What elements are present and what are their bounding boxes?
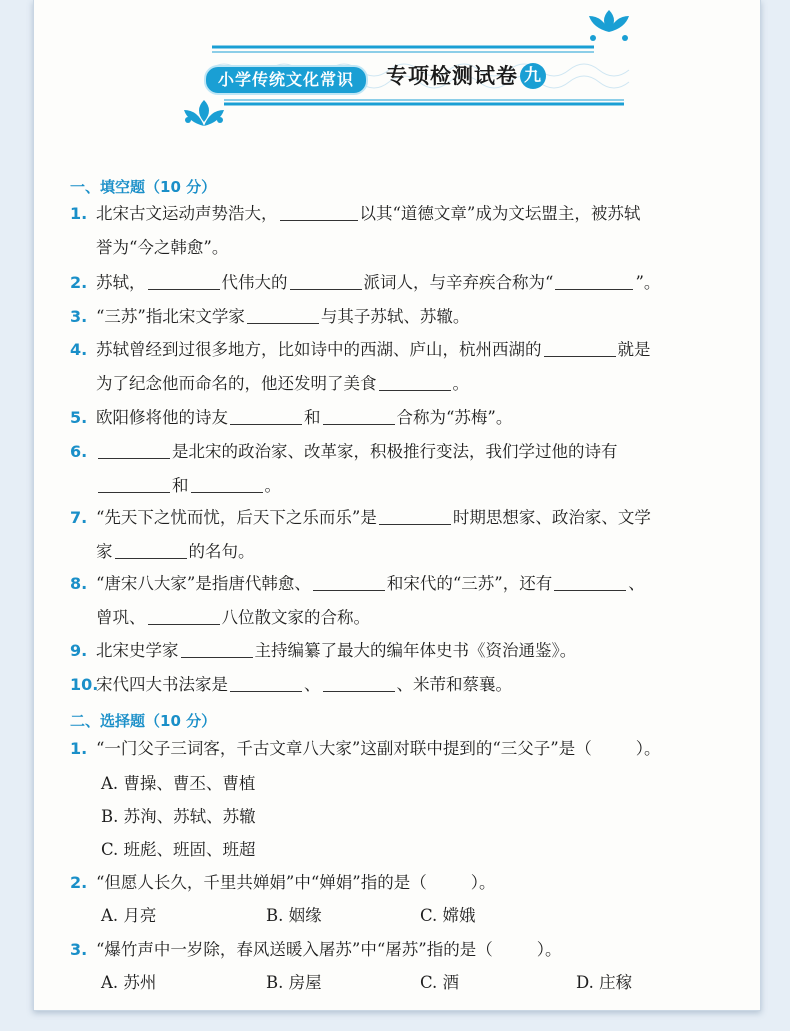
question-number: 3. (70, 940, 88, 959)
option-b[interactable]: B. 苏洵、苏轼、苏辙 (101, 807, 256, 826)
question-text: 时期思想家、政治家、文学 (452, 508, 651, 527)
question-text: 。 (452, 374, 469, 393)
question-text: 八位散文家的合称。 (221, 608, 370, 627)
question-number: 10. (70, 675, 99, 694)
answer-blank[interactable] (313, 572, 385, 591)
question-number: 2. (70, 273, 88, 292)
choice-question-2 (70, 866, 760, 900)
question-number: 7. (70, 508, 88, 527)
answer-blank[interactable] (323, 406, 395, 425)
question-text: 北宋史学家 (96, 641, 179, 660)
answer-blank[interactable] (115, 540, 187, 559)
question-7 (70, 501, 760, 569)
answer-blank[interactable] (148, 271, 220, 290)
question-text: 代伟大的 (221, 273, 288, 292)
exam-title-text: 专项检测试卷 (386, 64, 518, 88)
question-text: 、 (628, 574, 645, 593)
question-number: 3. (70, 307, 88, 326)
title-banner (34, 0, 760, 140)
answer-blank[interactable] (323, 673, 395, 692)
question-text: 主持编纂了最大的编年体史书《资治通鉴》。 (254, 641, 577, 660)
question-text: 和 (172, 476, 189, 495)
series-title: 小学传统文化常识 (204, 65, 368, 95)
exam-page (33, 0, 761, 1011)
question-text: 、 (304, 675, 321, 694)
question-text: 与其子苏轼、苏辙。 (320, 307, 470, 326)
answer-blank[interactable] (280, 202, 358, 221)
answer-blank[interactable] (181, 639, 253, 658)
answer-blank[interactable] (191, 474, 263, 493)
question-text: 的名句。 (188, 542, 255, 561)
question-text: ）。 (635, 739, 661, 758)
question-text: 欧阳修将他的诗友 (96, 408, 228, 427)
question-text: 苏轼曾经到过很多地方，比如诗中的西湖、庐山，杭州西湖的 (96, 340, 542, 359)
question-text: 曾巩、 (96, 608, 146, 627)
answer-blank[interactable] (554, 572, 626, 591)
answer-blank[interactable] (379, 372, 451, 391)
question-text: 苏轼， (96, 273, 146, 292)
question-text: “三苏”指北宋文学家 (96, 307, 245, 326)
option-b[interactable]: B. 房屋 (266, 973, 322, 992)
flower-ornament-icon (184, 100, 224, 126)
option-b[interactable]: B. 姻缘 (266, 906, 322, 925)
question-text: 以其“道德文章”成为文坛盟主，被苏轼 (359, 204, 641, 223)
flower-ornament-icon (589, 10, 629, 41)
option-a[interactable]: A. 曹操、曹丕、曹植 (101, 774, 256, 793)
question-1 (70, 197, 760, 265)
question-text: 和宋代的“三苏”，还有 (386, 574, 553, 593)
question-8 (70, 567, 760, 635)
question-6 (70, 435, 760, 503)
section-heading-fill-in: 一、填空题（10 分） (70, 178, 217, 196)
answer-blank[interactable] (247, 305, 319, 324)
question-number: 2. (70, 873, 88, 892)
question-text: “但愿人长久，千里共婵娟”中“婵娟”指的是（ (96, 873, 427, 892)
question-text: ）。 (536, 940, 562, 959)
answer-blank[interactable] (290, 271, 362, 290)
option-c[interactable]: C. 嫦娥 (420, 906, 476, 925)
exam-title (386, 59, 546, 93)
question-4 (70, 333, 760, 401)
question-text: ）。 (470, 873, 496, 892)
answer-blank[interactable] (544, 338, 616, 357)
option-c[interactable]: C. 酒 (420, 973, 460, 992)
answer-blank[interactable] (230, 673, 302, 692)
option-c[interactable]: C. 班彪、班固、班超 (101, 840, 256, 859)
section-heading-multiple-choice: 二、选择题（10 分） (70, 712, 217, 730)
question-number: 6. (70, 442, 88, 461)
question-text: 和 (304, 408, 321, 427)
question-2 (70, 266, 760, 300)
answer-blank[interactable] (230, 406, 302, 425)
question-text: 家 (96, 542, 113, 561)
question-text: ”。 (635, 273, 661, 292)
answer-blank[interactable] (98, 474, 170, 493)
exam-number-badge: 九 (520, 63, 546, 89)
question-9 (70, 634, 760, 668)
question-text: 是北宋的政治家、改革家，积极推行变法，我们学过他的诗有 (172, 442, 618, 461)
question-text: “唐宋八大家”是指唐代韩愈、 (96, 574, 311, 593)
choice-question-3 (70, 933, 760, 967)
question-text: 宋代四大书法家是 (96, 675, 228, 694)
question-text: 派词人，与辛弃疾合称为“ (363, 273, 554, 292)
answer-blank[interactable] (555, 271, 633, 290)
option-a[interactable]: A. 苏州 (101, 973, 157, 992)
question-text: 合称为“苏梅”。 (396, 408, 513, 427)
answer-blank[interactable] (98, 440, 170, 459)
question-number: 1. (70, 204, 88, 223)
question-text: 。 (264, 476, 281, 495)
question-10 (70, 668, 760, 702)
question-number: 8. (70, 574, 88, 593)
question-text: “爆竹声中一岁除，春风送暖入屠苏”中“屠苏”指的是（ (96, 940, 493, 959)
question-text: 为了纪念他而命名的，他还发明了美食 (96, 374, 377, 393)
question-text: “一门父子三词客，千古文章八大家”这副对联中提到的“三父子”是（ (96, 739, 592, 758)
question-number: 5. (70, 408, 88, 427)
answer-blank[interactable] (379, 506, 451, 525)
question-number: 9. (70, 641, 88, 660)
option-a[interactable]: A. 月亮 (101, 906, 157, 925)
question-text: 、米芾和蔡襄。 (396, 675, 512, 694)
question-text: 誉为“今之韩愈”。 (96, 238, 229, 257)
answer-blank[interactable] (148, 606, 220, 625)
question-text: 北宋古文运动声势浩大， (96, 204, 278, 223)
question-number: 1. (70, 739, 88, 758)
question-text: 就是 (617, 340, 651, 359)
choice-question-1 (70, 732, 760, 766)
question-text: “先天下之忧而忧，后天下之乐而乐”是 (96, 508, 377, 527)
question-number: 4. (70, 340, 88, 359)
question-3 (70, 300, 760, 334)
question-5 (70, 401, 760, 435)
option-d[interactable]: D. 庄稼 (576, 973, 633, 992)
